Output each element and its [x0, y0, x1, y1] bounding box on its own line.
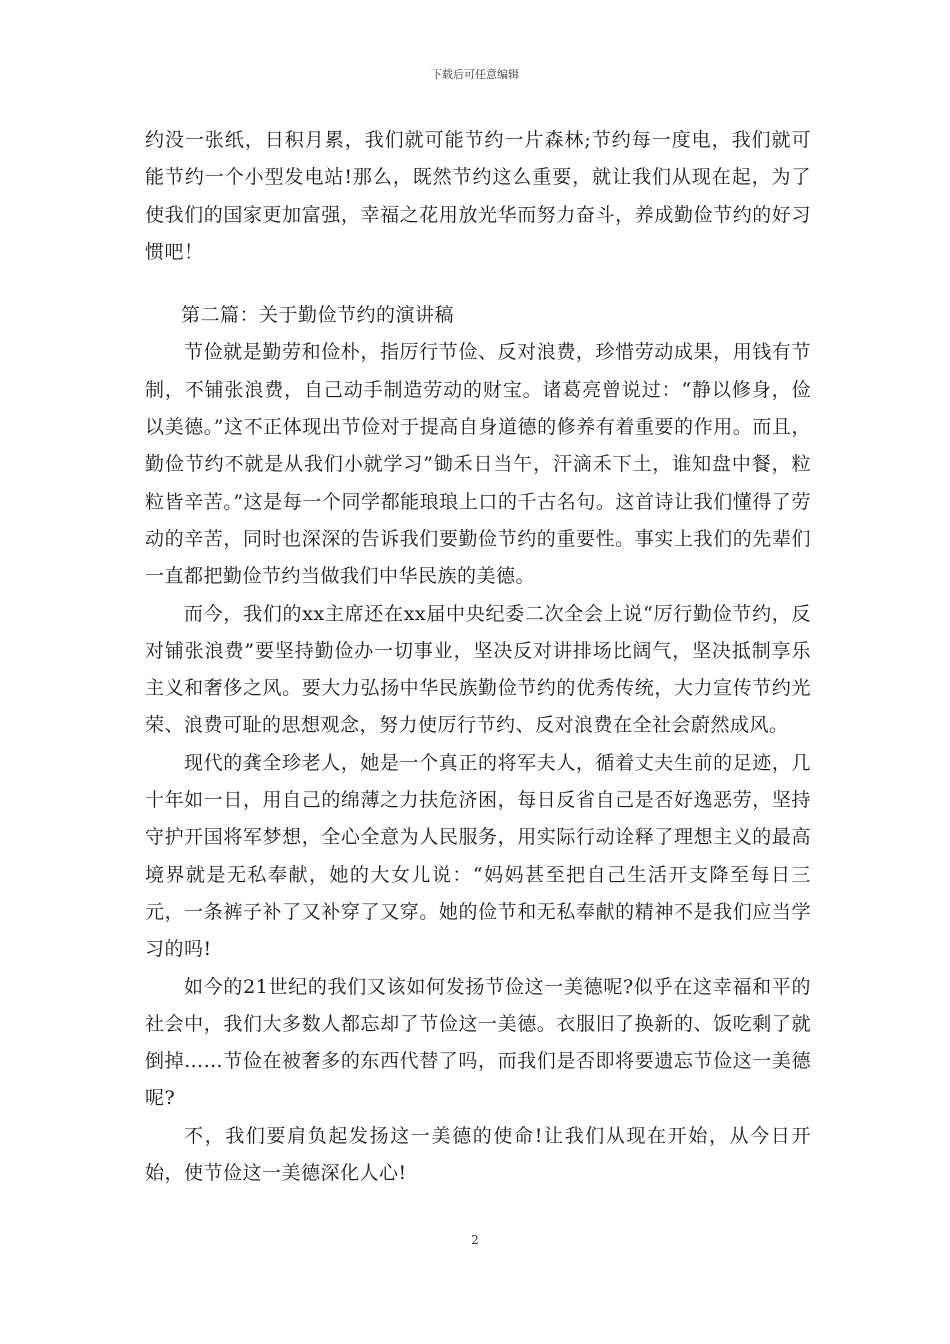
paragraph: 节俭就是勤劳和俭朴，指厉行节俭、反对浪费，珍惜劳动成果，用钱有节制，不铺张浪费，自己动手制造劳动的财宝。诸葛亮曾说过：“静以修身，俭以美德。”这不正体现出节俭对于提高自身道德的修养有着重要的作用。而且，勤俭节约不就是从我们小就学习”锄禾日当午，汗滴禾下土，谁知盘中餐，粒粒皆辛苦。”这是每一个同学都能琅琅上口的千古名句。这首诗让我们懂得了劳动的辛苦，同时也深深的告诉我们要勤俭节约的重要性。事实上我们的先辈们一直都把勤俭节约当做我们中华民族的美德。 — [145, 341, 811, 588]
page-number: 2 — [471, 1233, 479, 1247]
paragraph: 而今，我们的xx主席还在xx届中央纪委二次全会上说“厉行勤俭节约，反对铺张浪费”要坚持勤俭办一切事业，坚决反对讲排场比阔气，坚决抵制享乐主义和奢侈之风。要大力弘扬中华民族勤俭节约的优秀传统，大力宣传节约光荣、浪费可耻的思想观念，努力使厉行节约、反对浪费在全社会蔚然成风。 — [145, 602, 811, 737]
page-header: 下载后可任意编辑 — [431, 68, 519, 81]
paragraph: 现代的龚全珍老人，她是一个真正的将军夫人，循着丈夫生前的足迹，几十年如一日，用自己的绵薄之力扶危济困，每日反省自己是否好逸恶劳，坚持守护开国将军梦想，全心全意为人民服务，用实际行动诠释了理想主义的最高境界就是无私奉献，她的大女儿说：“妈妈甚至把自己生活开支降至每日三元，一条裤子补了又补穿了又穿。她的俭节和无私奉献的精神不是我们应当学习的吗! — [145, 751, 811, 961]
section-title: 第二篇：关于勤俭节约的演讲稿 — [181, 304, 455, 327]
intro-paragraph: 约没一张纸，日积月累，我们就可能节约一片森林;节约每一度电，我们就可能节约一个小型发电站!那么，既然节约这么重要，就让我们从现在起，为了使我们的国家更加富强，幸福之花用放光华而努力奋斗，养成勤俭节约的好习惯吧！ — [145, 129, 811, 263]
document-body — [145, 122, 811, 1192]
paragraph: 如今的21世纪的我们又该如何发扬节俭这一美德呢?似乎在这幸福和平的社会中，我们大多数人都忘却了节俭这一美德。衣服旧了换新的、饭吃剩了就倒掉……节俭在被奢多的东西代替了吗，而我们是否即将要遗忘节俭这一美德呢? — [145, 975, 811, 1110]
paragraph: 不，我们要肩负起发扬这一美德的使命!让我们从现在开始，从今日开始，使节俭这一美德深化人心! — [145, 1124, 811, 1185]
